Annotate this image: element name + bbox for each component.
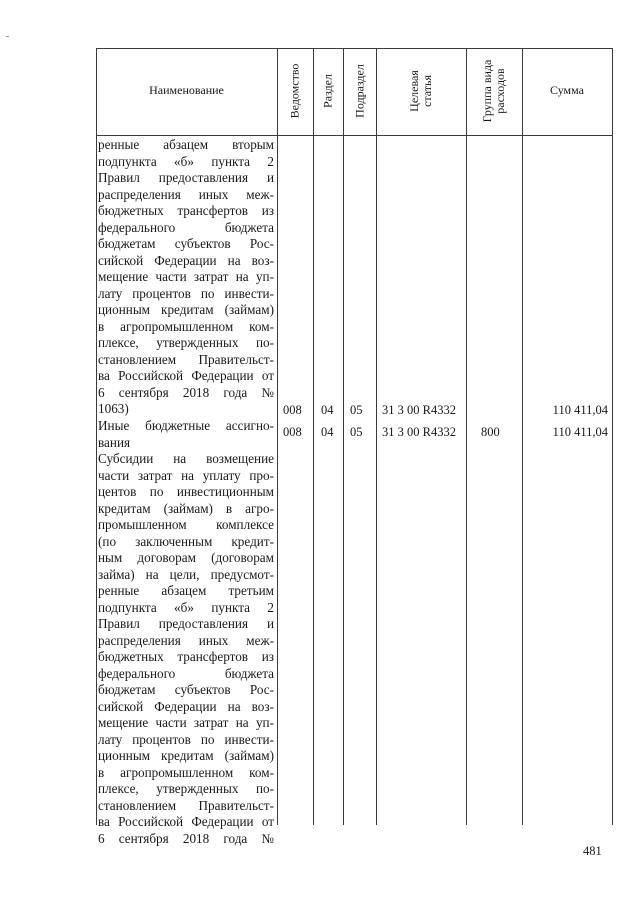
header-sum: Сумма	[550, 83, 584, 97]
row1-sum: 110 411,04	[552, 403, 608, 417]
name-line: ва Российской Федерации от	[98, 814, 274, 829]
name-line: федерального бюджета	[98, 665, 274, 681]
name-line: вания	[98, 434, 131, 450]
table-right-border	[612, 48, 613, 825]
row2-expense: 800	[481, 425, 500, 439]
name-line: 6 сентября 2018 года №	[98, 830, 274, 846]
name-line: федерального бюджета	[98, 219, 274, 235]
name-line: подпункта «б» пункта 2	[98, 599, 274, 615]
row2-section: 04	[321, 425, 334, 439]
name-line: 1063)	[98, 401, 129, 416]
name-line: Иные бюджетные ассигно-	[98, 418, 274, 433]
name-line: бюджетных трансфертов из	[98, 649, 274, 664]
header-target-line1: Целевая	[407, 70, 421, 112]
name-line: в агропромышленном ком-	[98, 318, 274, 334]
name-line: лату процентов по инвести-	[98, 285, 274, 301]
header-target-article	[408, 70, 434, 112]
name-line: Правил предоставления и	[98, 170, 274, 185]
name-line: мещение части затрат на уп-	[98, 269, 274, 284]
col-divider-target	[376, 48, 377, 825]
name-line: кредитам (займам) в агро-	[98, 500, 274, 516]
name-line: распределения иных меж-	[98, 186, 274, 202]
name-line: подпункта «б» пункта 2	[98, 153, 274, 169]
header-bottom-border	[96, 135, 612, 136]
margin-mark	[6, 36, 9, 37]
row1-ministry: 008	[283, 403, 302, 417]
name-line: ционным кредитам (займам)	[98, 748, 274, 763]
name-line: займа) на цели, предусмот-	[98, 566, 274, 582]
row-name-block-2	[98, 418, 274, 451]
row2-ministry: 008	[283, 425, 302, 439]
name-line: мещение части затрат на уп-	[98, 715, 274, 730]
col-divider-section	[313, 48, 314, 825]
name-line: части затрат на уплату про-	[98, 467, 274, 483]
page-number: 481	[583, 844, 602, 858]
name-line: ренные абзацем вторым	[98, 137, 274, 152]
row2-sum: 110 411,04	[552, 425, 608, 439]
header-expense-line1: Группа вида	[480, 59, 494, 123]
header-name: Наименование	[149, 83, 224, 97]
col-divider-ministry	[277, 48, 278, 825]
row2-subsection: 05	[350, 425, 363, 439]
col-divider-expense	[466, 48, 467, 825]
name-line: ционным кредитам (займам)	[98, 302, 274, 317]
table-left-border	[96, 48, 97, 825]
name-line: сийской Федерации на воз-	[98, 252, 274, 268]
header-section: Раздел	[320, 74, 335, 108]
name-line: распределения иных меж-	[98, 632, 274, 648]
name-line: плексе, утвержденных по-	[98, 335, 274, 350]
name-line: лату процентов по инвести-	[98, 731, 274, 747]
name-line: Правил предоставления и	[98, 616, 274, 631]
name-line: бюджетам субъектов Рос-	[98, 236, 274, 251]
row-name-block-3	[98, 451, 274, 847]
header-target-line2: статья	[420, 75, 434, 107]
row1-target: 31 3 00 R4332	[382, 403, 456, 417]
name-line: в агропромышленном ком-	[98, 764, 274, 780]
header-ministry: Ведомство	[287, 63, 302, 119]
name-line: ным договорам (договорам	[98, 550, 274, 565]
row1-subsection: 05	[350, 403, 363, 417]
name-line: ренные абзацем третьим	[98, 583, 274, 598]
row1-section: 04	[321, 403, 334, 417]
header-expense-group	[481, 60, 507, 123]
row-name-block-1	[98, 137, 274, 418]
name-line: становлением Правительст-	[98, 797, 274, 813]
row2-target: 31 3 00 R4332	[382, 425, 456, 439]
name-line: Субсидии на возмещение	[98, 451, 274, 466]
name-line: (по заключенным кредит-	[98, 533, 274, 549]
name-line: становлением Правительст-	[98, 351, 274, 367]
name-line: промышленном комплексе	[98, 517, 274, 532]
name-line: центов по инвестиционным	[98, 484, 274, 499]
name-line: ва Российской Федерации от	[98, 368, 274, 383]
name-line: плексе, утвержденных по-	[98, 781, 274, 796]
col-divider-subsection	[343, 48, 344, 825]
header-expense-line2: расходов	[493, 68, 507, 114]
name-line: бюджетам субъектов Рос-	[98, 682, 274, 697]
header-subsection: Подраздел	[352, 64, 367, 118]
name-line: 6 сентября 2018 года №	[98, 384, 274, 400]
name-line: бюджетных трансфертов из	[98, 203, 274, 218]
name-line: сийской Федерации на воз-	[98, 698, 274, 714]
table-top-border	[96, 48, 612, 49]
